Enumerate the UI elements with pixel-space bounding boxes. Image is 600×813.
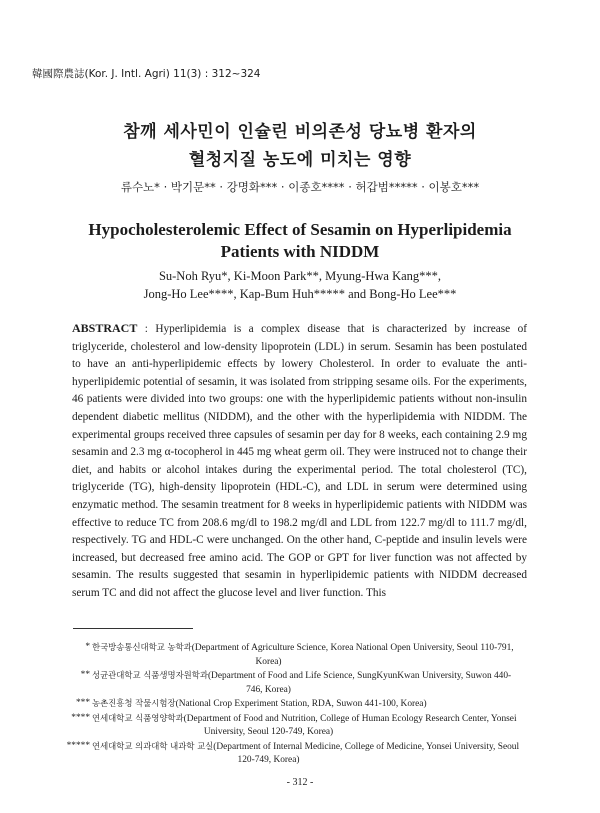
footnote-text: (Department of Agriculture Science, Korea National Open University, Seoul 110-791, [191, 643, 514, 653]
footnote-korean: 연세대학교 의과대학 내과학 교실 [92, 740, 214, 751]
footnote-continuation: University, Seoul 120-749, Korea) [203, 727, 334, 737]
footnote-continuation: 746, Korea) [246, 684, 291, 695]
footnote-korean: 연세대학교 식품영양학과 [92, 712, 184, 723]
footnote-korean: 한국방송통신대학교 농학과 [92, 642, 192, 652]
footnote-mark: **** [71, 712, 90, 723]
footnote-korean: 농촌진흥청 작물시험장 [92, 698, 176, 708]
abstract-label: ABSTRACT [72, 321, 138, 335]
footnote-mark: *** [75, 698, 90, 708]
journal-header: 韓國際農誌(Kor. J. Intl. Agri) 11(3) : 312~324 [32, 68, 261, 80]
english-authors-line-2: Jong-Ho Lee****, Kap-Bum Huh***** and Bong-Ho Lee*** [143, 287, 457, 301]
korean-authors: 류수노* · 박기문** · 강명화*** · 이종호**** · 허갑범***** · 이봉호*** [120, 180, 480, 194]
footnotes [60, 641, 535, 768]
footnote-continuation: Korea) [255, 656, 282, 667]
english-title-line-1: Hypocholesterolemic Effect of Sesamin on Hyperlipidemia [88, 220, 512, 239]
abstract-separator: : [137, 323, 156, 335]
footnote-5 [60, 740, 535, 768]
footnote-rule [73, 628, 193, 629]
korean-title-line-1: 참깨 세사민이 인슐린 비의존성 당뇨병 환자의 [123, 122, 477, 142]
page-number: - 312 - [286, 777, 314, 788]
footnote-text: (National Crop Experiment Station, RDA, Suwon 441-100, Korea) [175, 699, 427, 709]
abstract-text: Hyperlipidemia is a complex disease that is characterized by increase of triglyceride, cholesterol and low-density lipoprotein (LDL) in serum. Sesamin has been postulated to have an anti-hyperlipidemic effects by lowery Cholesterol. In order to evaluate the anti-hyperlipidemic potential of sesamin, it was isolated from stripping sesame oils. For the experiments, 46 patients were divided into two groups: one with the hyperlipidemic patients without non-insulin dependent diabetic mellitus (NIDDM), and the other with the hyperlipidemia with NIDDM. The experimental groups received three capsules of sesamin per day for 8 weeks, each containing 2.9 mg sesamin and 2.3 mg α-tocopherol in 445 mg wheat germ oil. They were instruced not to change their diet, and habits or alcohol intakes during the experimental period. The total cholesterol (TC), triglyceride (TG), high-density lipoprotein (HDL-C), and LDL in serum were determined using enzymatic method. The sesamin treatment for 8 weeks in hyperlipidemic patients with NIDDM was effective to reduce TC from 208.6 mg/dl to 198.2 mg/dl and LDL from 122.7 mg/dl to 111.7 mg/dl, respectively. TG and HDL-C were unchanged. On the other hand, C-peptide and insulin levels were increased, but decreased free amino acid. The GOP or GPT for liver function was not affected by sesamin. The results suggested that sesamin in hyperlipidemic patients with NIDDM decreased serum TC and did not affect the glucose level and liver function. This [72, 323, 527, 599]
footnote-mark: ** [80, 670, 90, 680]
footnote-mark: * [85, 642, 90, 652]
footnote-mark: ***** [66, 740, 90, 751]
korean-title-line-2: 혈청지질 농도에 미치는 영향 [188, 150, 412, 170]
abstract [72, 320, 527, 603]
footnote-4 [60, 712, 535, 740]
footnote-2 [60, 669, 535, 697]
footnote-text: (Department of Food and Life Science, SungKyunKwan University, Suwon 440- [207, 671, 512, 681]
footnote-text: (Department of Food and Nutrition, College of Human Ecology Research Center, Yonsei [183, 713, 517, 724]
english-authors-line-1: Su-Noh Ryu*, Ki-Moon Park**, Myung-Hwa Kang***, [158, 269, 442, 283]
footnote-3 [60, 697, 535, 712]
footnote-continuation: 120-749, Korea) [237, 755, 300, 765]
english-title-line-2: Patients with NIDDM [220, 242, 380, 261]
footnote-korean: 성균관대학교 식품생명자원학과 [92, 670, 208, 680]
footnote-text: (Department of Internal Medicine, College of Medicine, Yonsei University, Seoul [213, 741, 520, 752]
footnote-1 [60, 641, 535, 669]
